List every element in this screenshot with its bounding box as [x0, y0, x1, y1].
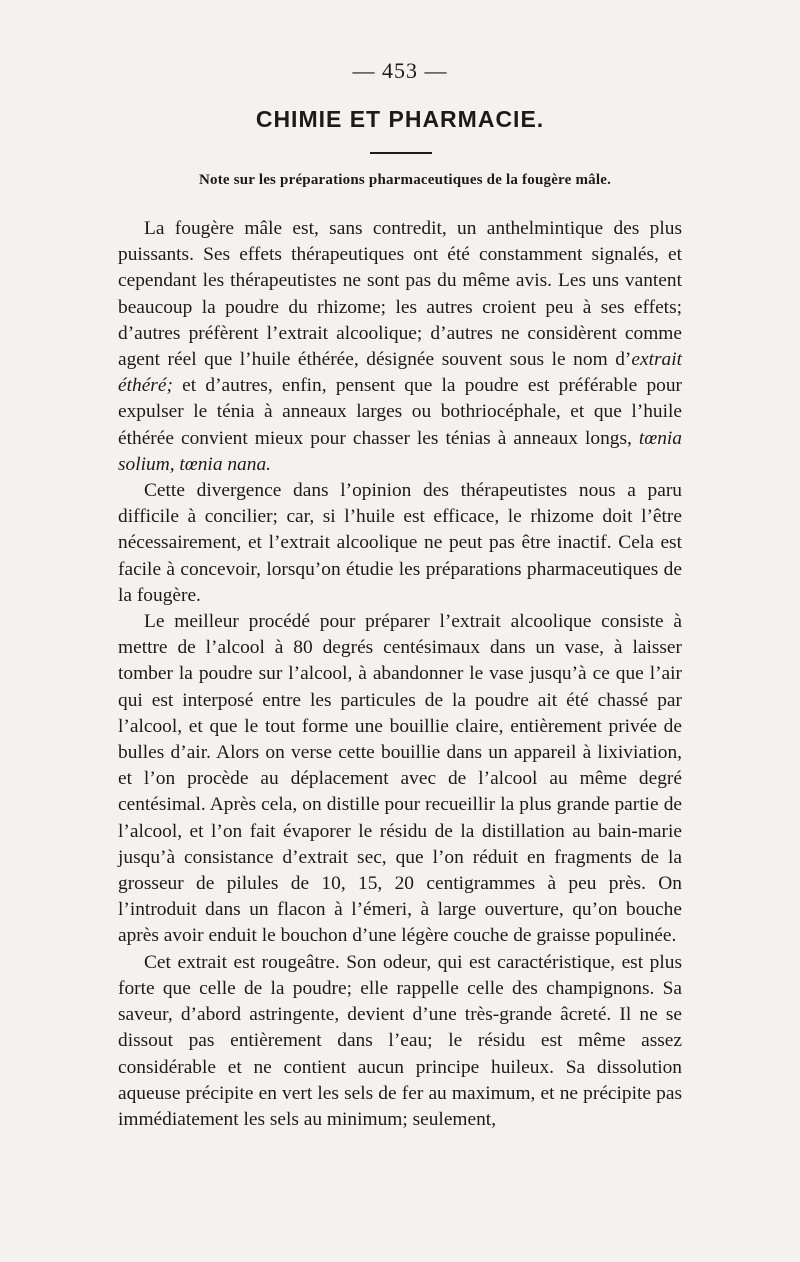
- section-title: CHIMIE ET PHARMACIE.: [255, 106, 545, 132]
- paragraph-text: et d’autres, enfin, pensent que la poudre est préférable pour expulser le ténia à anneaux larges ou bothriocéphale, et que l’huile éthérée convient mieux pour chasser les ténias à anneaux longs,: [118, 375, 682, 449]
- paragraph-1: [118, 216, 682, 478]
- title-divider: [370, 152, 432, 154]
- paragraph-2: [118, 478, 682, 609]
- italic-term: extrait éthéré;: [118, 349, 682, 397]
- italic-term: tœnia solium, tœnia nana.: [118, 427, 682, 475]
- paragraph-text: La fougère mâle est, sans contredit, un anthelmintique des plus puissants. Ses effets thérapeutiques ont été constamment signalés, et cependant les thérapeutistes ne sont pas du même avis. Les uns vantent beaucoup la poudre du rhizome; les autres croient peu à ses effets; d’autres préfèrent l’extrait alcoolique; d’autres ne considèrent comme agent réel que l’huile éthérée, désignée souvent sous le nom d’: [118, 218, 682, 371]
- page-number: — 453 —: [352, 58, 448, 83]
- paragraph-text: Cet extrait est rougeâtre. Son odeur, qui est caractéristique, est plus forte que celle de la poudre; elle rappelle celle des champignons. Sa saveur, d’abord astringente, devient d’une très-grande âcreté. Il ne se dissout pas entièrement dans l’eau; le résidu est même assez considérable et ne contient aucun principe huileux. Sa dissolution aqueuse précipite en vert les sels de fer au maximum, et ne précipite pas immédiatement les sels au minimum; seulement,: [118, 951, 682, 1130]
- paragraph-text: Le meilleur procédé pour préparer l’extrait alcoolique consiste à mettre de l’alcool à 80 degrés centésimaux dans un vase, à laisser tomber la poudre sur l’alcool, à abandonner le vase jusqu’à ce que l’air qui est interposé entre les particules de la poudre ait été chassé par l’alcool, et que le tout forme une bouillie claire, entièrement privée de bulles d’air. Alors on verse cette bouillie dans un appareil à lixiviation, et l’on procède au déplacement avec de l’alcool au même degré centésimal. Après cela, on distille pour recueillir la plus grande partie de l’alcool, et l’on fait évaporer le résidu de la distillation au bain-marie jusqu’à consistance d’extrait sec, que l’on réduit en fragments de la grosseur de pilules de 10, 15, 20 centigrammes à peu près. On l’introduit dans un flacon à l’émeri, à large ouverture, qu’on bouche après avoir enduit le bouchon d’une légère couche de graisse populinée.: [118, 611, 682, 947]
- paragraph-4: [118, 950, 682, 1133]
- paragraph-text: Cette divergence dans l’opinion des thérapeutistes nous a paru difficile à concilier; car, si l’huile est efficace, le rhizome doit l’être nécessairement, et l’extrait alcoolique ne peut pas être inactif. Cela est facile à concevoir, lorsqu’on étudie les préparations pharmaceutiques de la fougère.: [118, 480, 682, 606]
- article-heading: Note sur les préparations pharmaceutiques de la fougère mâle.: [198, 172, 612, 188]
- body-text: [118, 216, 682, 1133]
- paragraph-3: [118, 609, 682, 950]
